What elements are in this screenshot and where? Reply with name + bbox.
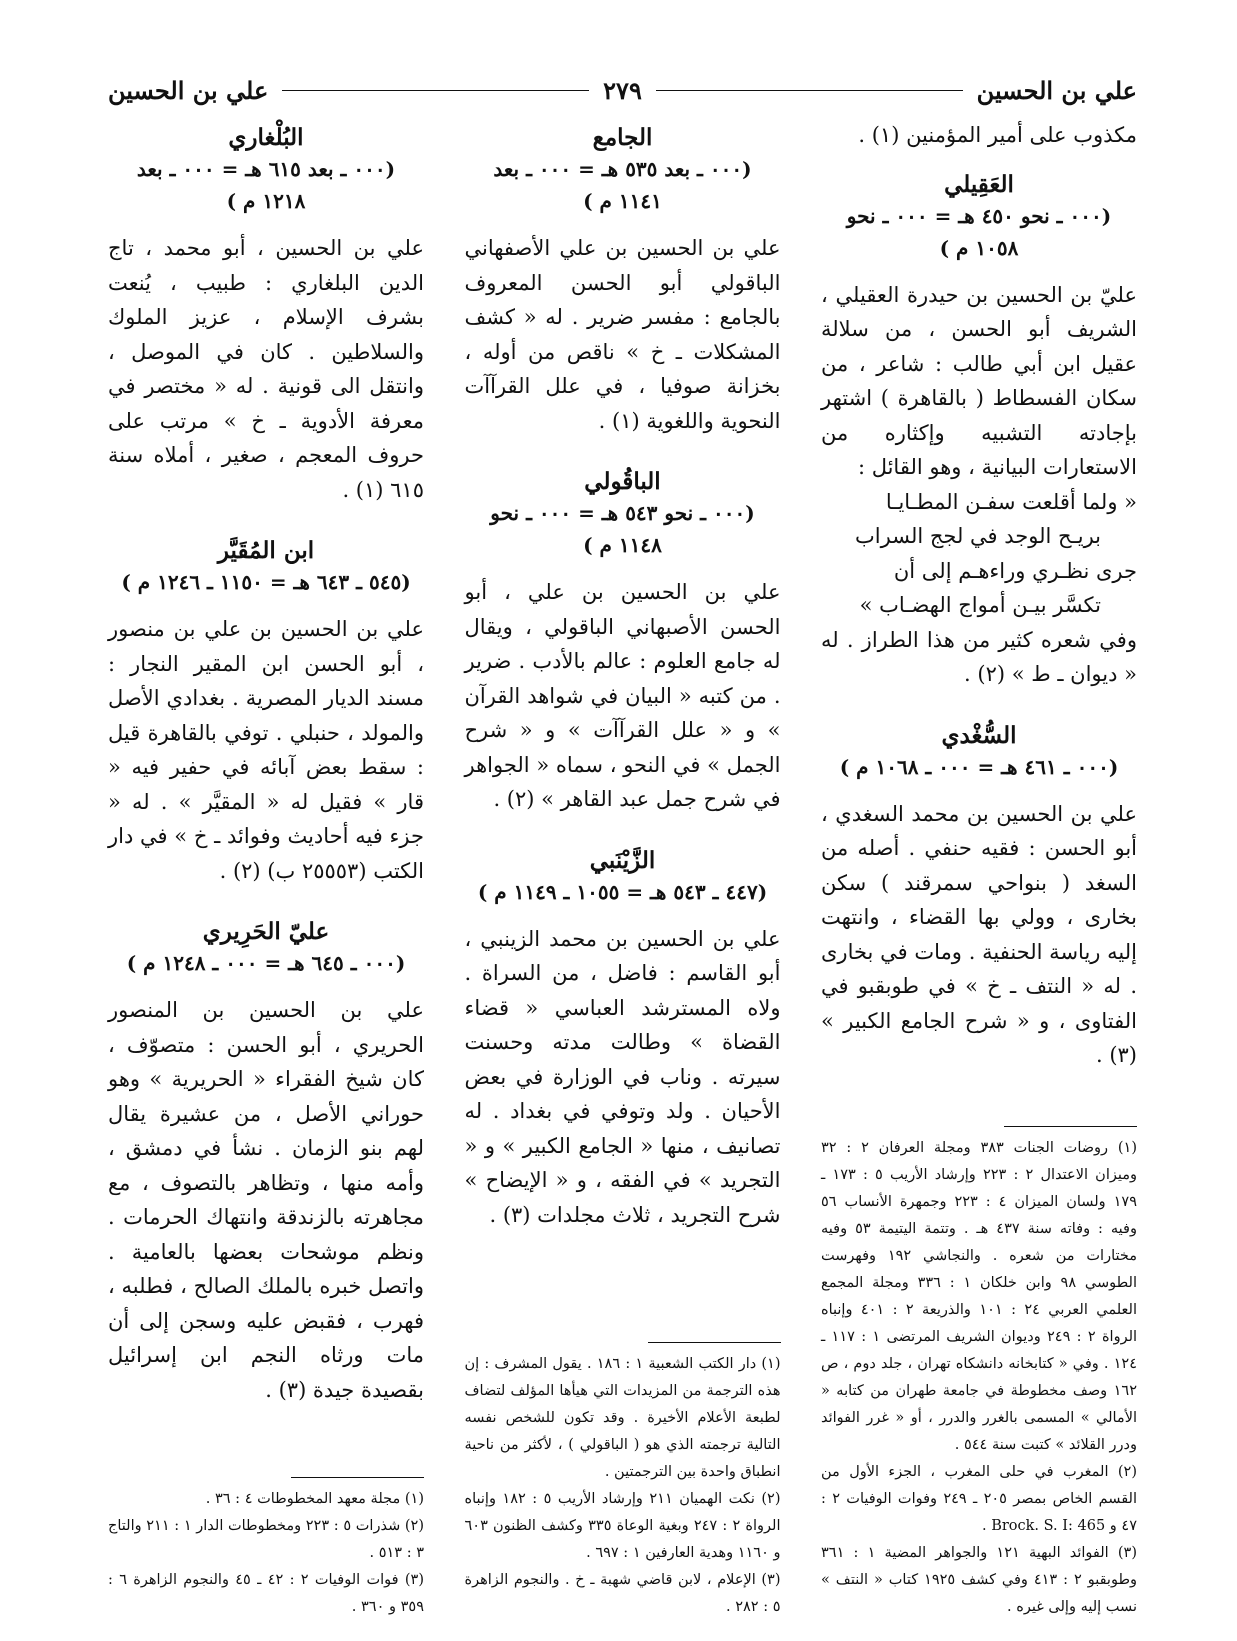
footnote: (٢) المغرب في حلى المغرب ، الجزء الأول من القسم الخاص بمصر ٢٠٥ ـ ٢٤٩ وفوات الوفيات ٢ : ٤٧ و Brock. S. I: 465 . — [821, 1464, 1138, 1534]
entry-body — [465, 231, 781, 438]
entry-body — [821, 797, 1137, 1073]
entry-aqili — [821, 171, 1137, 692]
entry-paragraph: عليّ بن الحسين بن حيدرة العقيلي ، الشريف أبو الحسن ، من سلالة عقيل ابن أبي طالب : شاعر ، من سكان الفسطاط ( بالقاهرة ) اشتهر بإجادته التشبيه وإكثاره من الاستعارات البيانية ، وهو القائل : — [821, 282, 1137, 479]
entry-paragraph: علي بن الحسين بن علي بن منصور ، أبو الحسن ابن المقير النجار : مسند الديار المصرية . بغدادي الأصل والمولد ، حنبلي . توفي بالقاهرة قيل : سقط بعض آبائه في حفير فيه « قار » فقيل له « المقيَّر » . له « جزء فيه أحاديث وفوائد ـ خ » في دار الكتب (٢٥٥٥٣ ب) (٢) . — [108, 617, 424, 883]
poem-verse: تكسَّر بيـن أمواج الهضـاب » — [859, 593, 1101, 617]
footnote: (١) دار الكتب الشعبية ١ : ١٨٦ . يقول المشرف : إن هذه الترجمة من المزيدات التي هيأها المؤلف لتضاف لطبعة الأعلام الأخيرة . وقد تكون للشخص نفسه التالية ترجمته الذي هو ( الباقولي ) ، لأكثر من ناحية انطباق واحدة بين الترجمتين . — [464, 1356, 781, 1480]
column-left — [108, 118, 424, 1621]
entry-body — [465, 922, 781, 1233]
running-title-right: علي بن الحسين — [976, 75, 1137, 105]
poem-verse: جرى نظـري وراءهـم إلى أن — [893, 558, 1137, 583]
entry-title: العَقِيلي — [944, 170, 1014, 198]
entry-paragraph: وفي شعره كثير من هذا الطراز . له « ديوان ـ ط » (٢) . — [821, 627, 1137, 686]
footnote: (١) روضات الجنات ٣٨٣ ومجلة العرفان ٢ : ٣٢ وميزان الاعتدال ٢ : ٢٢٣ وإرشاد الأريب ٥ : ١٧٣ ـ ١٧٩ ولسان الميزان ٤ : ٢٢٣ وجمهرة الأنساب ٥٦ وفيه : وفاته سنة ٤٣٧ هـ . وتتمة اليتيمة ٥٣ وفيه مختارات من شعره . والنجاشي ١٩٢ وفهرست الطوسي ٩٨ وابن خلكان ١ : ٣٣٦ ومجلة المجمع العلمي العربي ٢٤ : ١٠١ والذريعة ٢ : ٤٠١ وإنباه الرواة ٢ : ٢٤٩ وديوان الشريف المرتضى ١ : ١١٧ ـ ١٢٤ . وفي « كتابخانه دانشكاه تهران ، جلد دوم ، ص ١٦٢ وصف مخطوطة في جامعة طهران من كتابه « الأمالي » المسمى بالغرر والدرر ، أو « غرر الفوائد ودرر القلائد » كتبت سنة ٥٤٤ . — [821, 1140, 1138, 1453]
entry-zaynabi — [465, 847, 781, 1233]
entry-dates: (٠٠٠ ـ ٦٤٥ هـ = ٠٠٠ ـ ١٢٤٨ م ) — [126, 951, 406, 975]
entry-dates: (٠٠٠ ـ بعد ٥٣٥ هـ = ٠٠٠ ـ بعد — [493, 157, 752, 181]
entry-body — [465, 575, 781, 817]
entry-paragraph: علي بن الحسين بن محمد الزينبي ، أبو القاسم : فاضل ، من السراة . ولاه المسترشد العباسي « قضاء القضاة » وطالت مدته وحسنت سيرته . وناب في الوزارة في بعض الأحيان . ولد وتوفي في بغداد . له تصانيف ، منها « الجامع الكبير » و « التجريد » في الفقه ، و « الإيضاح » شرح التجريد ، ثلاث مجلدات (٣) . — [464, 926, 781, 1227]
entry-title: الجامع — [592, 124, 653, 151]
footnote: (٣) الفوائد البهية ١٢١ والجواهر المضية ١ : ٣٦١ وطوبقبو ٢ : ٤١٣ وفي كشف ١٩٢٥ كتاب « النتف » نسب إليه وإلى غيره . — [821, 1545, 1137, 1615]
entry-title: ابن المُقَيَّر — [217, 537, 315, 564]
entry-jami — [465, 124, 781, 438]
footnotes-right — [821, 1112, 1137, 1621]
entry-dates: (٤٤٧ ـ ٥٤٣ هـ = ١٠٥٥ ـ ١١٤٩ م ) — [477, 879, 768, 904]
footnotes — [821, 1135, 1137, 1621]
entry-dates: (٥٤٥ ـ ٦٤٣ هـ = ١١٥٠ ـ ١٢٤٦ م ) — [121, 570, 411, 594]
entry-body-after — [821, 623, 1137, 692]
entry-title: البُلْغاري — [228, 124, 304, 151]
entry-dates: (٠٠٠ ـ بعد ٦١٥ هـ = ٠٠٠ ـ بعد — [136, 157, 396, 181]
entry-baquli — [465, 468, 781, 817]
entry-body — [821, 278, 1137, 485]
entry-dates-cont: ١٠٥٨ م ) — [939, 235, 1019, 260]
column-right — [821, 118, 1137, 1621]
lead-paragraph: مكذوب على أمير المؤمنين (١) . — [858, 123, 1137, 147]
entry-paragraph: علي بن الحسين بن محمد السغدي ، أبو الحسن : فقيه حنفي . أصله من السغد ( بنواحي سمرقند ) سكن بخارى ، وولي بها القضاء ، وانتهت إليه رياسة الحنفية . ومات في بخارى . له « النتف ـ خ » في طوبقبو في الفتاوى ، و « شرح الجامع الكبير » (٣) . — [821, 801, 1137, 1067]
footnote-rule — [291, 1477, 424, 1478]
footnotes-left — [108, 1463, 424, 1621]
running-title-left: علي بن الحسين — [107, 75, 269, 105]
entry-dates-cont: ١٢١٨ م ) — [226, 189, 306, 213]
entry-dates: (٠٠٠ ـ نحو ٥٤٣ هـ = ٠٠٠ ـ نحو — [490, 501, 755, 525]
header-rule — [656, 90, 963, 91]
poem-verse: « ولما أقلعت سفـن المطـايـا — [885, 489, 1137, 514]
entry-paragraph: علي بن الحسين بن علي ، أبو الحسن الأصبهاني الباقولي ، ويقال له جامع العلوم : عالم بالأدب . ضرير . من كتبه « البيان في شواهد القرآن » و « علل القرآآت » و « شرح الجمل » في النحو ، سماه « الجواهر في شرح جمل عبد القاهر » (٢) . — [464, 580, 781, 811]
page-number: ٢٧٩ — [603, 75, 642, 105]
poem — [821, 485, 1137, 623]
footnote: (١) مجلة معهد المخطوطات ٤ : ٣٦ . — [205, 1491, 424, 1507]
footnotes — [108, 1486, 424, 1621]
entry-ibn-muqayyar — [108, 537, 424, 888]
column-middle — [465, 118, 781, 1621]
entry-body — [108, 612, 424, 888]
footnotes — [465, 1351, 781, 1621]
entry-dates-cont: ١١٤١ م ) — [583, 189, 662, 213]
footnote: (٢) نكت الهميان ٢١١ وإرشاد الأريب ٥ : ١٨٢ وإنباه الرواة ٢ : ٢٤٧ وبغية الوعاة ٣٣٥ وكشف الظنون ٦٠٣ و ١١٦٠ وهدية العارفين ١ : ٦٩٧ . — [464, 1491, 781, 1561]
continued-text — [821, 118, 1137, 153]
entry-dates-cont: ١١٤٨ م ) — [583, 533, 662, 557]
entry-title: عليّ الحَرِيري — [202, 918, 330, 945]
poem-verse: بريـح الوجد في لجج السراب — [855, 524, 1101, 548]
entry-body — [108, 993, 424, 1407]
entry-body — [108, 231, 424, 507]
footnote: (٣) فوات الوفيات ٢ : ٤٢ ـ ٤٥ والنجوم الزاهرة ٦ : ٣٥٩ و ٣٦٠ . — [108, 1572, 425, 1615]
columns — [108, 118, 1137, 1621]
footnotes-middle — [465, 1328, 781, 1621]
footnote-rule — [648, 1342, 781, 1343]
entry-dates: (٠٠٠ ـ ٤٦١ هـ = ٠٠٠ ـ ١٠٦٨ م ) — [839, 754, 1119, 779]
footnote: (٢) شذرات ٥ : ٢٢٣ ومخطوطات الدار ١ : ٢١١ والتاج ٣ : ٥١٣ . — [108, 1518, 424, 1561]
footnote: (٣) الإعلام ، لابن قاضي شهبة ـ خ . والنجوم الزاهرة ٥ : ٢٨٢ . — [464, 1572, 781, 1615]
entry-paragraph: علي بن الحسين بن علي الأصفهاني الباقولي أبو الحسن المعروف بالجامع : مفسر ضرير . له « كشف المشكلات ـ خ » ناقص من أوله ، بخزانة صوفيا ، في علل القرآآت النحوية واللغوية (١) . — [464, 236, 781, 433]
entry-title: السُّغْدي — [941, 721, 1017, 749]
entry-title: الزَّيْنَبي — [589, 846, 656, 874]
entry-paragraph: علي بن الحسين بن المنصور الحريري ، أبو الحسن : متصوّف ، كان شيخ الفقراء « الحريرية » وهو حوراني الأصل ، من عشيرة يقال لهم بنو الزمان . نشأ في دمشق ، وأمه منها ، وتظاهر بالتصوف ، مع مجاهرته بالزندقة وانتهاك الحرمات . ونظم موشحات بعضها بالعامية . واتصل خبره بالملك الصالح ، فطلبه ، فهرب ، فقبض عليه وسجن إلى أن مات ورثاه النجم ابن إسرائيل بقصيدة جيدة (٣) . — [108, 998, 424, 1402]
entry-hariri — [108, 918, 424, 1407]
header-rule — [282, 90, 589, 91]
footnote-rule — [1004, 1126, 1137, 1127]
entry-title: الباقُولي — [584, 468, 661, 495]
running-header — [108, 70, 1137, 110]
entry-dates: (٠٠٠ ـ نحو ٤٥٠ هـ = ٠٠٠ ـ نحو — [846, 203, 1112, 228]
entry-sughdi — [821, 722, 1137, 1073]
entry-bulghari — [108, 124, 424, 507]
entry-paragraph: علي بن الحسين ، أبو محمد ، تاج الدين البلغاري : طبيب ، يُنعت بشرف الإسلام ، عزيز الملوك والسلاطين . كان في الموصل ، وانتقل الى قونية . له « مختصر في معرفة الأدوية ـ خ » مرتب على حروف المعجم ، صغير ، أملاه سنة ٦١٥ (١) . — [108, 236, 424, 502]
